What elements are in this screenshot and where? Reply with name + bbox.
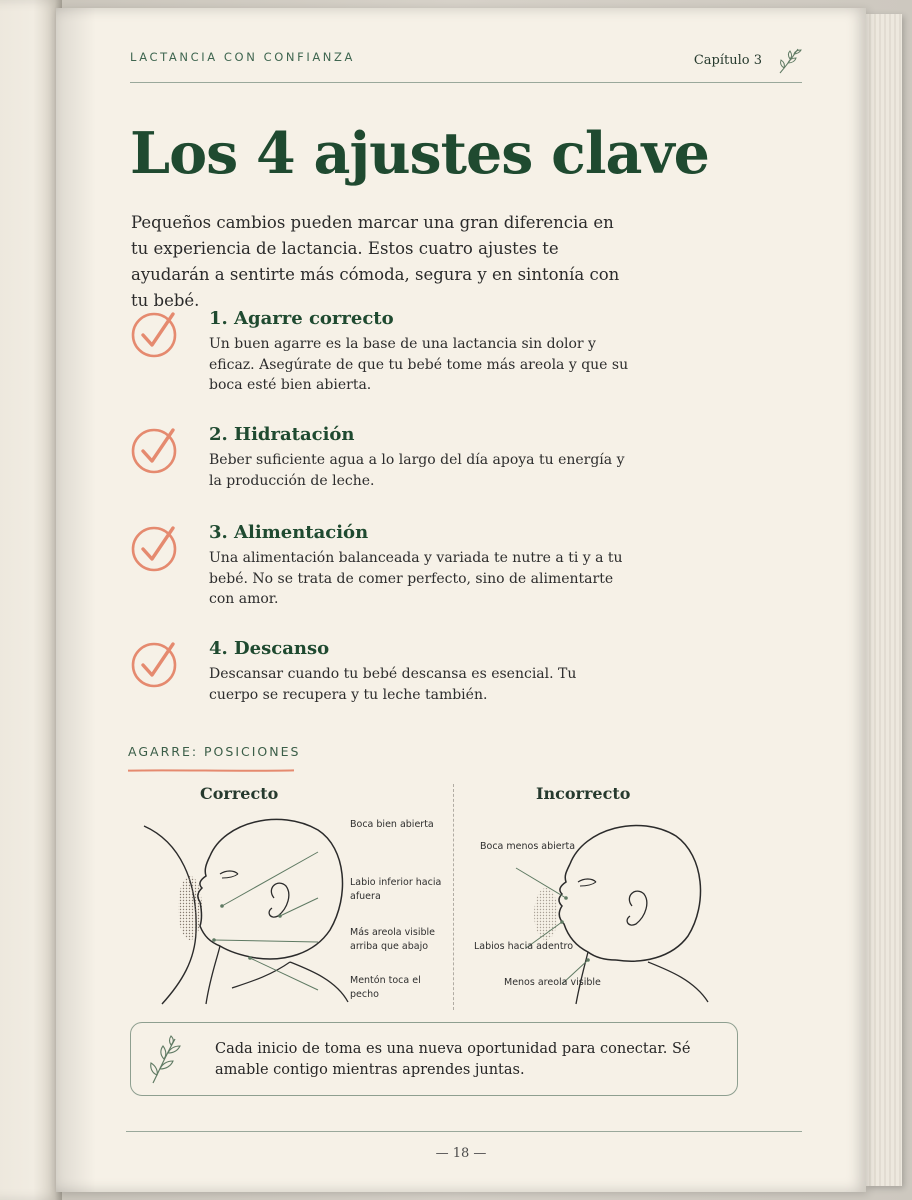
figure-divider <box>453 784 454 1010</box>
item-title: 4. Descanso <box>209 638 330 659</box>
check-circle-icon <box>130 424 180 474</box>
intro-paragraph: Pequeños cambios pueden marcar una gran diferencia en tu experiencia de lactancia. Estos cuatro ajustes te ayudarán a sentirte más cómoda, segura y en sintonía con tu bebé. <box>131 213 620 310</box>
figure-heading-incorrect: Incorrecto <box>536 784 631 803</box>
check-circle-icon <box>130 638 180 688</box>
book-page <box>56 8 866 1192</box>
sprig-icon <box>776 46 802 76</box>
sprig-icon <box>147 1035 183 1085</box>
annotation-label: Menos areola visible <box>504 977 601 988</box>
footer-rule <box>126 1131 802 1132</box>
item-title: 1. Agarre correcto <box>209 308 394 329</box>
annotation-label: Mentón toca el pecho <box>350 975 421 1000</box>
annotation-label: Labio inferior hacia afuera <box>350 877 442 902</box>
running-head: LACTANCIA CON CONFIANZA <box>130 50 355 64</box>
section-underline <box>128 769 294 772</box>
page-title: Los 4 ajustes clave <box>130 120 709 187</box>
item-title: 2. Hidratación <box>209 424 355 445</box>
page-number: — 18 — <box>435 1146 487 1161</box>
item-title: 3. Alimentación <box>209 522 369 543</box>
annotation-label: Boca bien abierta <box>350 819 434 830</box>
page-stack-edge <box>866 14 902 1186</box>
item-body: Un buen agarre es la base de una lactancia sin dolor y eficaz. Asegúrate de que tu bebé tome más areola y que su boca esté bien abierta. <box>209 336 629 393</box>
annotation-label: Más areola visible arriba que abajo <box>350 927 436 952</box>
check-circle-icon <box>130 522 180 572</box>
page-header <box>130 48 802 83</box>
correct-latch-illustration <box>140 812 350 1008</box>
check-circle-icon <box>130 308 180 358</box>
annotation-label: Boca menos abierta <box>480 841 576 852</box>
encouragement-callout <box>130 1022 738 1096</box>
figure-heading-correct: Correcto <box>200 784 279 803</box>
annotation-label: Labios hacia adentro <box>474 941 574 952</box>
item-body: Una alimentación balanceada y variada te nutre a ti y a tu bebé. No se trata de comer perfecto, sino de alimentarte con amor. <box>209 550 623 607</box>
item-body: Beber suficiente agua a lo largo del día apoya tu energía y la producción de leche. <box>209 452 625 489</box>
left-page-edge <box>0 0 62 1200</box>
callout-text: Cada inicio de toma es una nueva oportunidad para conectar. Sé amable contigo mientras aprendes juntas. <box>215 1041 691 1078</box>
item-body: Descansar cuando tu bebé descansa es esencial. Tu cuerpo se recupera y tu leche también. <box>209 666 577 703</box>
chapter-label: Capítulo 3 <box>693 53 762 68</box>
section-label: AGARRE: POSICIONES <box>128 744 301 759</box>
